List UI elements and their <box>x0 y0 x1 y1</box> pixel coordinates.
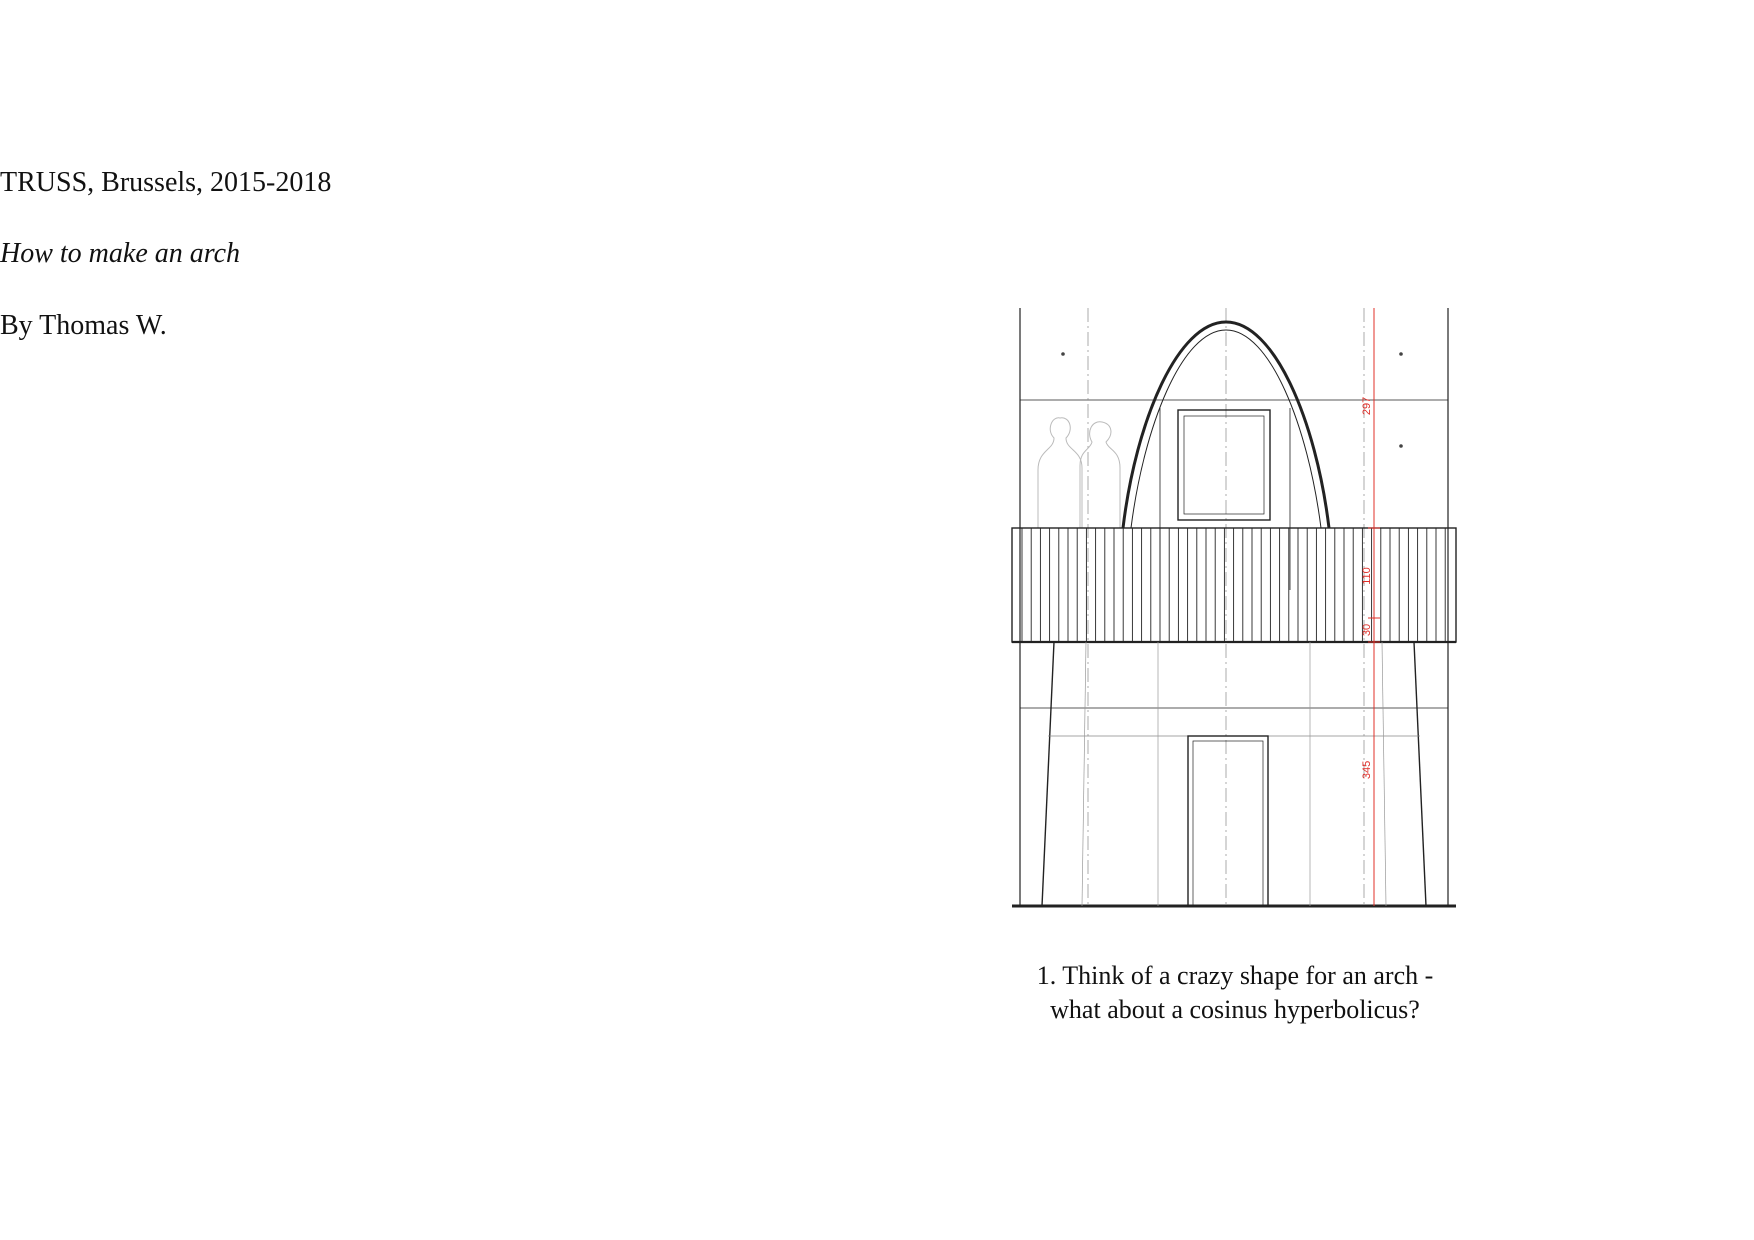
figure-caption <box>1030 959 1440 1027</box>
human-silhouettes <box>1038 418 1120 528</box>
entrance-door <box>1188 736 1268 906</box>
axis-lines <box>1088 308 1364 906</box>
dimension-label: 297 <box>1361 396 1373 416</box>
dimension-label: 110 <box>1361 567 1373 585</box>
upper-window <box>1178 410 1270 520</box>
arch-elevation-drawing <box>1008 300 1460 920</box>
lower-wall-right <box>1414 642 1426 906</box>
author-line: By Thomas W. <box>0 310 167 341</box>
lower-wall-left <box>1042 642 1054 906</box>
upper-window-inner <box>1184 416 1264 514</box>
dimension-label: 345 <box>1361 760 1373 780</box>
dimension-label: 30 <box>1361 623 1373 637</box>
caption-line-2: what about a cosinus hyperbolicus? <box>1050 995 1420 1024</box>
truss-slats <box>1022 528 1445 642</box>
entrance-door-inner <box>1193 741 1263 906</box>
essay-title: How to make an arch <box>0 238 241 269</box>
caption-line-1: 1. Think of a crazy shape for an arch - <box>1036 961 1434 990</box>
project-title: TRUSS, Brussels, 2015-2018 <box>0 167 332 198</box>
